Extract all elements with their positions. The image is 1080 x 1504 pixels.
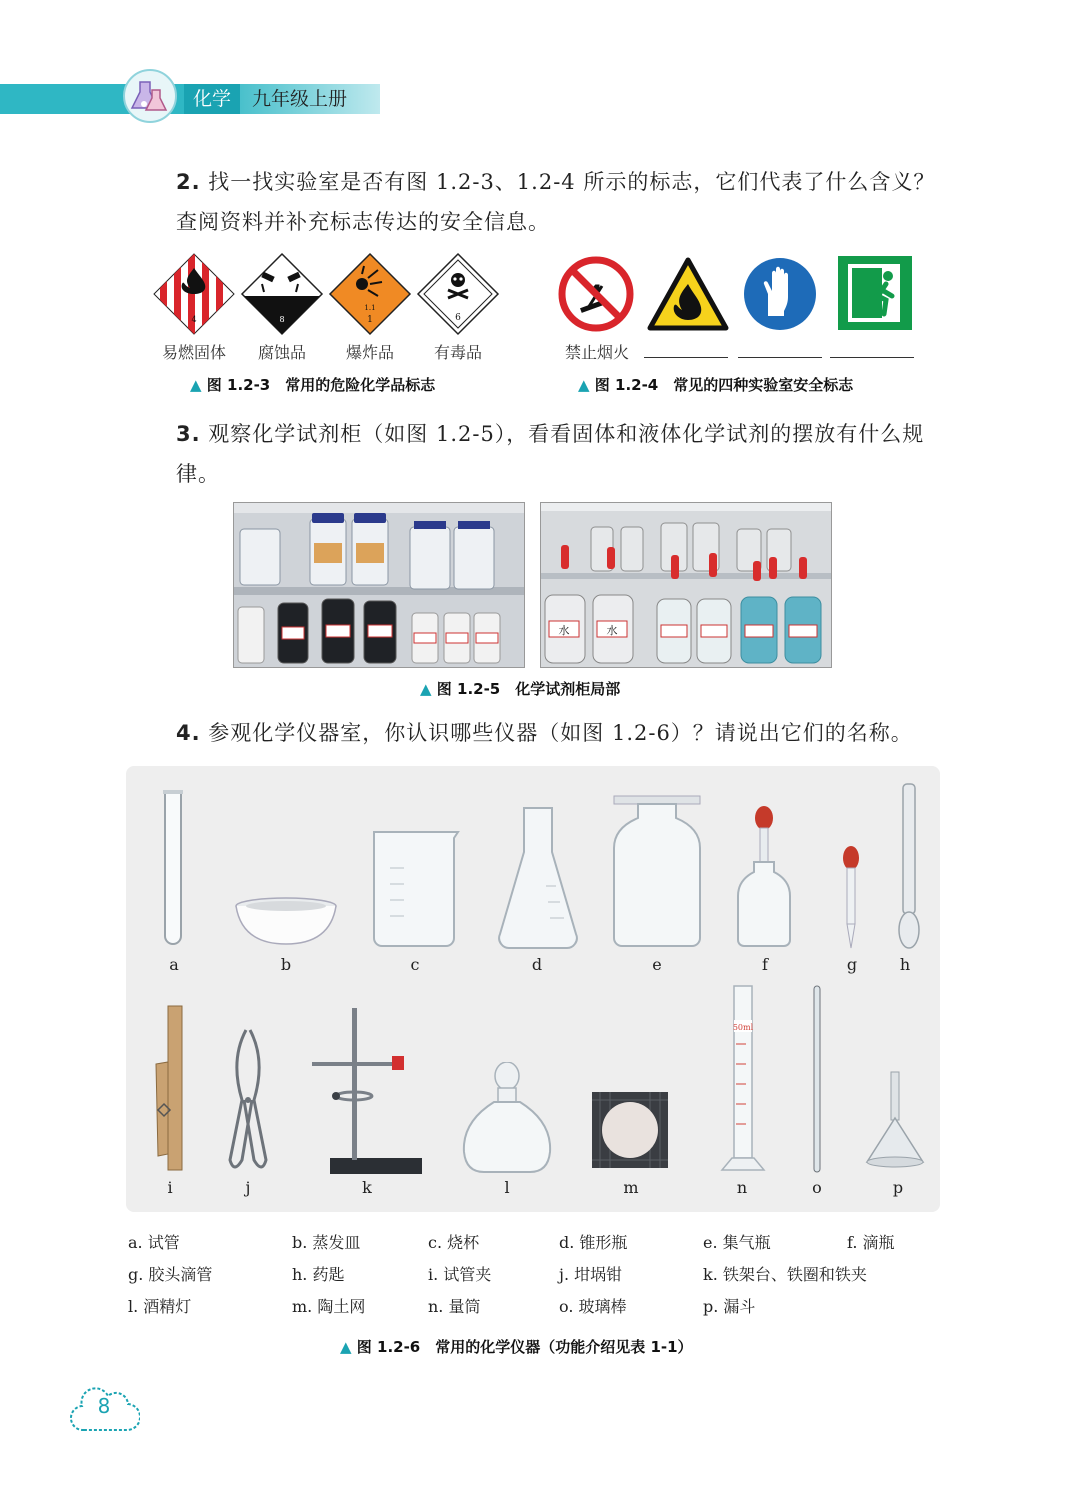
liquid-reagent-cabinet-photo	[540, 502, 832, 668]
conical-flask-icon	[496, 806, 580, 950]
glass-rod-icon	[810, 984, 824, 1174]
caption-fig-1-2-4	[578, 374, 853, 395]
corrosive-sign-number: 8	[279, 315, 285, 324]
instrument-name: a. 试管	[128, 1233, 180, 1252]
flask-logo-icon	[122, 68, 178, 124]
alcohol-lamp-icon	[460, 1062, 554, 1174]
question-2-text: 找一找实验室是否有图 1.2-3、1.2-4 所示的标志，它们代表了什么含义？查阅资料并补充标志传达的安全信息。	[176, 170, 936, 234]
instrument-name: n. 量筒	[428, 1297, 481, 1316]
measuring-cylinder-icon	[720, 984, 766, 1174]
instrument-name: d. 锥形瓶	[559, 1233, 628, 1252]
instrument-letter-f: f	[762, 955, 768, 974]
instrument-letter-e: e	[652, 955, 662, 974]
instrument-letter-b: b	[280, 955, 292, 974]
instrument-letter-k: k	[362, 1178, 372, 1197]
wear-gloves-sign-icon	[742, 256, 818, 332]
dropping-bottle-icon	[736, 806, 792, 948]
instrument-name: p. 漏斗	[703, 1297, 756, 1316]
instrument-letter-l: l	[504, 1178, 510, 1197]
evaporating-dish-icon	[232, 896, 340, 948]
instrument-letter-j: j	[245, 1178, 251, 1197]
instrument-name: e. 集气瓶	[703, 1233, 771, 1252]
corrosive-sign-icon	[240, 252, 324, 336]
instrument-name: g. 胶头滴管	[128, 1265, 213, 1284]
test-tube-icon	[158, 790, 188, 952]
instrument-name: o. 玻璃棒	[559, 1297, 627, 1316]
page-number: 8	[97, 1394, 111, 1418]
caption-arrow-icon: ▲	[420, 680, 432, 698]
instrument-name: f. 滴瓶	[847, 1233, 895, 1252]
blank-line-3[interactable]	[830, 357, 914, 358]
iron-stand-icon	[306, 1006, 426, 1176]
cylinder-mark-text: 50ml	[732, 1023, 754, 1032]
question-4-number: 4.	[176, 721, 201, 745]
question-3-number: 3.	[176, 422, 201, 446]
sign-label-flammable: 易燃固体	[161, 343, 226, 362]
explosive-sign-subtext: 1.1	[364, 304, 376, 312]
flammable-sign-number: 4	[191, 315, 197, 324]
instrument-letter-h: h	[899, 955, 911, 974]
fire-warning-sign-icon	[646, 256, 730, 332]
toxic-sign-icon	[416, 252, 500, 336]
crucible-tongs-icon	[228, 1026, 268, 1176]
toxic-sign-number: 6	[455, 313, 461, 323]
instrument-name: k. 铁架台、铁圈和铁夹	[703, 1265, 867, 1284]
caption-arrow-icon: ▲	[578, 376, 590, 394]
question-4	[126, 713, 946, 753]
ceramic-gauze-icon	[590, 1090, 670, 1170]
blank-line-2[interactable]	[738, 357, 822, 358]
instrument-name: i. 试管夹	[428, 1265, 492, 1284]
instrument-letter-o: o	[812, 1178, 822, 1197]
explosive-sign-icon	[328, 252, 412, 336]
blank-line-1[interactable]	[644, 357, 728, 358]
explosive-sign-number: 1	[367, 315, 373, 325]
header-subject: 化学	[184, 84, 240, 114]
sign-label-toxic: 有毒品	[433, 343, 482, 362]
question-2-number: 2.	[176, 170, 201, 194]
gas-collecting-bottle-icon	[612, 794, 702, 948]
instrument-letter-i: i	[167, 1178, 173, 1197]
caption-fig-1-2-6	[340, 1336, 693, 1357]
caption-fig-1-2-6-text: 图 1.2-6 常用的化学仪器（功能介绍见表 1-1）	[356, 1338, 693, 1356]
caption-arrow-icon: ▲	[190, 376, 202, 394]
instrument-letter-g: g	[846, 955, 858, 974]
water-label-1: 水	[558, 624, 570, 637]
instrument-name: l. 酒精灯	[128, 1297, 192, 1316]
instrument-name: c. 烧杯	[428, 1233, 480, 1252]
solid-reagent-cabinet-photo	[233, 502, 525, 668]
no-fire-sign-icon	[558, 256, 634, 332]
caption-fig-1-2-4-text: 图 1.2-4 常见的四种实验室安全标志	[594, 376, 854, 394]
medicine-spoon-icon	[894, 782, 924, 952]
instrument-letter-p: p	[892, 1178, 904, 1197]
funnel-icon	[864, 1070, 926, 1170]
question-3-text: 观察化学试剂柜（如图 1.2-5），看看固体和液体化学试剂的摆放有什么规律。	[176, 422, 925, 486]
instrument-letter-d: d	[531, 955, 543, 974]
instrument-name: b. 蒸发皿	[292, 1233, 361, 1252]
instrument-letter-n: n	[736, 1178, 748, 1197]
caption-fig-1-2-5-text: 图 1.2-5 化学试剂柜局部	[436, 680, 621, 698]
caption-fig-1-2-3	[190, 374, 435, 395]
water-label-2: 水	[606, 624, 618, 637]
caption-arrow-icon: ▲	[340, 1338, 352, 1356]
dropper-icon	[840, 846, 862, 950]
sign-label-no-fire: 禁止烟火	[564, 343, 629, 362]
flammable-solid-sign-icon	[152, 252, 236, 336]
beaker-icon	[370, 828, 464, 950]
instrument-letter-m: m	[623, 1178, 639, 1197]
sign-label-explosive: 爆炸品	[345, 343, 394, 362]
instrument-name: j. 坩埚钳	[559, 1265, 623, 1284]
instrument-name: h. 药匙	[292, 1265, 345, 1284]
question-3	[126, 414, 946, 494]
instrument-letter-c: c	[410, 955, 420, 974]
instrument-name: m. 陶土网	[292, 1297, 366, 1316]
question-2	[126, 162, 946, 242]
caption-fig-1-2-5	[420, 678, 620, 699]
sign-label-corrosive: 腐蚀品	[257, 343, 306, 362]
instrument-letter-a: a	[169, 955, 179, 974]
header-grade: 九年级上册	[252, 88, 348, 110]
emergency-exit-sign-icon	[838, 256, 912, 330]
test-tube-holder-icon	[152, 1004, 188, 1174]
question-4-text: 参观化学仪器室，你认识哪些仪器（如图 1.2-6）？请说出它们的名称。	[208, 721, 913, 745]
caption-fig-1-2-3-text: 图 1.2-3 常用的危险化学品标志	[206, 376, 436, 394]
